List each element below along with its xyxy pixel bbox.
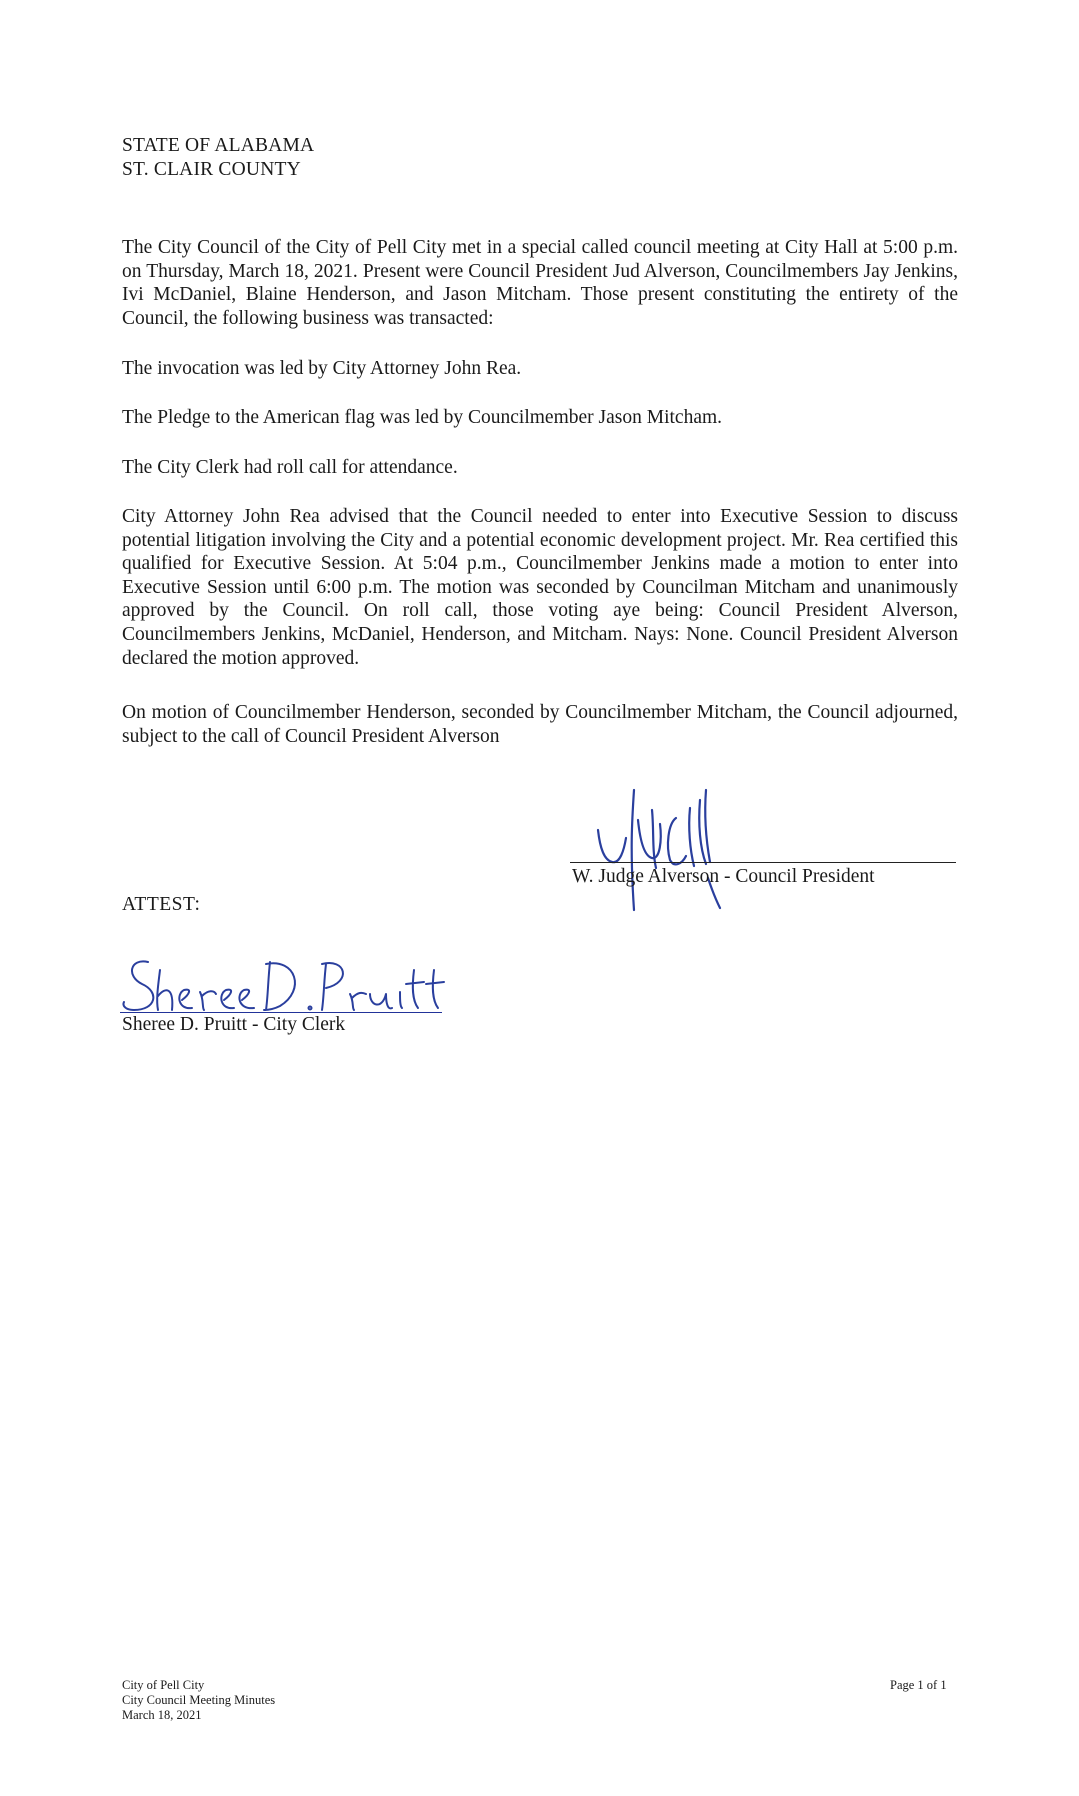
adjournment-paragraph: On motion of Councilmember Henderson, seconded by Councilmember Mitcham, the Council adjourned, subject to the call of Council President Alverson — [122, 702, 958, 747]
document-heading — [122, 134, 314, 182]
president-caption: W. Judge Alverson - Council President — [572, 866, 875, 887]
pledge-paragraph: The Pledge to the American flag was led by Councilmember Jason Mitcham. — [122, 407, 723, 428]
president-signature-icon — [590, 780, 770, 920]
footer-date: March 18, 2021 — [122, 1708, 202, 1722]
roll-call-paragraph: The City Clerk had roll call for attendance. — [122, 457, 458, 478]
invocation-paragraph: The invocation was led by City Attorney John Rea. — [122, 358, 522, 379]
president-signature-line — [570, 862, 956, 863]
attest-label: ATTEST: — [122, 894, 201, 915]
page-number: Page 1 of 1 — [890, 1678, 947, 1692]
clerk-caption: Sheree D. Pruitt - City Clerk — [122, 1014, 346, 1035]
footer-info — [122, 1678, 275, 1723]
opening-paragraph: The City Council of the City of Pell City met in a special called council meeting at City Hall at 5:00 p.m. on Thursday, March 18, 2021. Present were Council President Jud Alverson, Councilmembers Jay Jenkins, Ivi McDaniel, Blaine Henderson, and Jason Mitcham. Those present constituting the entirety of the Council, the following business was transacted: — [122, 237, 958, 329]
footer-city: City of Pell City — [122, 1678, 205, 1692]
county-heading: ST. CLAIR COUNTY — [122, 159, 301, 180]
state-heading: STATE OF ALABAMA — [122, 135, 315, 156]
clerk-signature-block — [120, 950, 460, 1045]
clerk-signature-line — [120, 1012, 442, 1013]
footer-document-type: City Council Meeting Minutes — [122, 1693, 276, 1707]
executive-session-paragraph: City Attorney John Rea advised that the Council needed to enter into Executive Session to discuss potential litigation involving the City and a potential economic development project. Mr. Rea certified this qualified for Executive Session. At 5:04 p.m., Councilmember Jenkins made a motion to enter into Executive Session until 6:00 p.m. The motion was seconded by Councilman Mitcham and unanimously approved by the Council. On roll call, those voting aye being: Council President Alverson, Councilmembers Jenkins, McDaniel, Henderson, and Mitcham. Nays: None. Council President Alverson declared the motion approved. — [122, 506, 958, 669]
clerk-signature-icon — [120, 950, 460, 1020]
